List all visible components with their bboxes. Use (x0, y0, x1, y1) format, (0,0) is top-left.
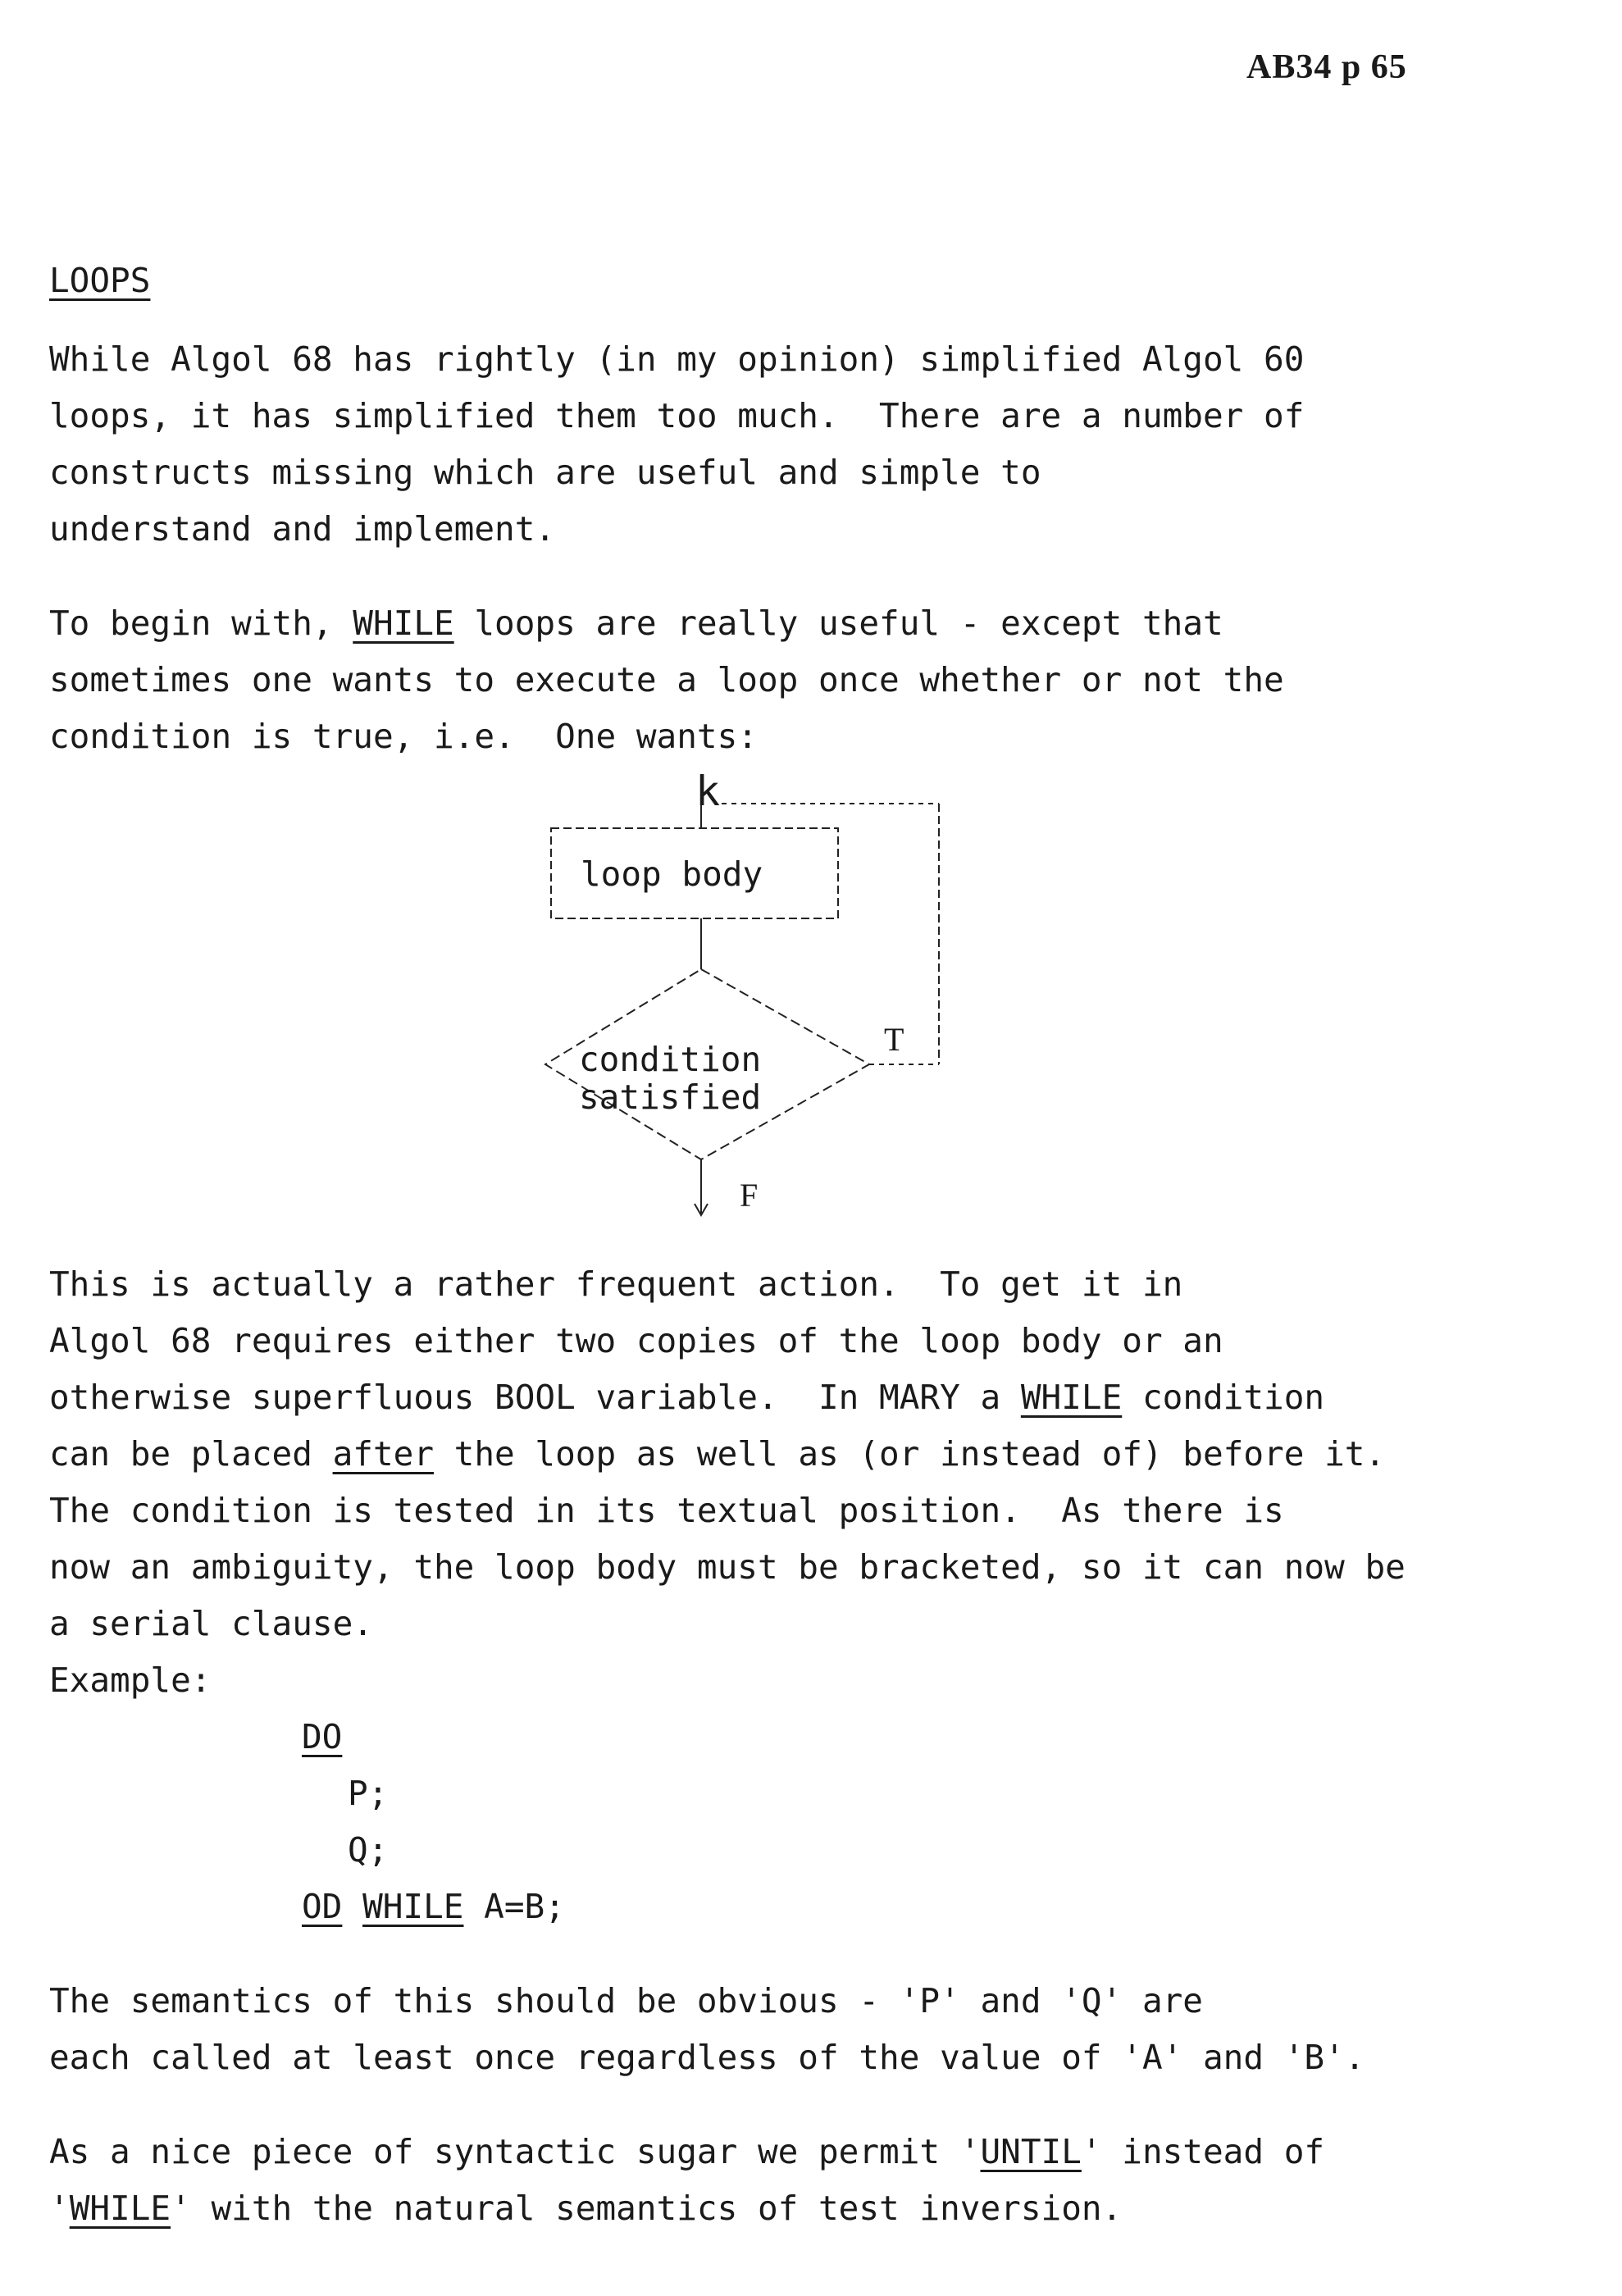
keyword-while: WHILE (362, 1887, 464, 1926)
paragraph-line: understand and implement. (49, 509, 556, 549)
paragraph-line: can be placed after the loop as well as (or instead of) before it. (49, 1434, 1386, 1474)
paragraph-line: To begin with, WHILE loops are really useful - except that (49, 604, 1223, 643)
entry-mark: k (695, 768, 721, 815)
paragraph-line: The semantics of this should be obvious - 'P' and 'Q' are (49, 1981, 1203, 2020)
paragraph-line: each called at least once regardless of the value of 'A' and 'B'. (49, 2038, 1365, 2077)
paragraph-line: This is actually a rather frequent action. To get it in (49, 1264, 1183, 1304)
keyword-while: WHILE (1020, 1378, 1123, 1417)
section-heading: LOOPS (49, 261, 151, 300)
loop-body-label: loop body (581, 854, 763, 894)
paragraph-line: Algol 68 requires either two copies of the loop body or an (49, 1321, 1223, 1360)
keyword-while: WHILE (353, 604, 454, 643)
paragraph-line: a serial clause. (49, 1604, 373, 1643)
keyword-after: after (332, 1434, 434, 1474)
code-od-while-line: OD WHILE A=B; (302, 1887, 565, 1926)
paragraph-line: condition is true, i.e. One wants: (49, 717, 758, 756)
code-statement: P; (348, 1774, 389, 1813)
flowchart-lines (525, 779, 968, 1238)
keyword-do: DO (302, 1717, 343, 1756)
condition-label-line2: satisfied (579, 1077, 762, 1117)
paragraph-line: now an ambiguity, the loop body must be bracketed, so it can now be (49, 1547, 1406, 1587)
example-label: Example: (49, 1660, 212, 1700)
condition-label-line1: condition (579, 1040, 762, 1079)
loop-flowchart (525, 768, 968, 1238)
page-reference: AB34 p 65 (1246, 48, 1407, 86)
false-branch-label: F (740, 1177, 759, 1214)
keyword-while: WHILE (69, 2189, 171, 2228)
paragraph-line: As a nice piece of syntactic sugar we permit 'UNTIL' instead of (49, 2132, 1325, 2171)
true-branch-label: T (884, 1021, 904, 1058)
paragraph-line: constructs missing which are useful and simple to (49, 453, 1041, 492)
paragraph-line: 'WHILE' with the natural semantics of test inversion. (49, 2189, 1123, 2228)
paragraph-line: loops, it has simplified them too much. There are a number of (49, 396, 1305, 435)
keyword-od: OD (302, 1887, 343, 1926)
paragraph-line: otherwise superfluous BOOL variable. In MARY a WHILE condition (49, 1378, 1325, 1417)
paragraph-line: The condition is tested in its textual position. As there is (49, 1491, 1284, 1530)
code-statement: Q; (348, 1830, 389, 1870)
paragraph-line: sometimes one wants to execute a loop once whether or not the (49, 660, 1284, 699)
paragraph-line: While Algol 68 has rightly (in my opinion) simplified Algol 60 (49, 339, 1305, 379)
keyword-until: UNTIL (980, 2132, 1082, 2171)
